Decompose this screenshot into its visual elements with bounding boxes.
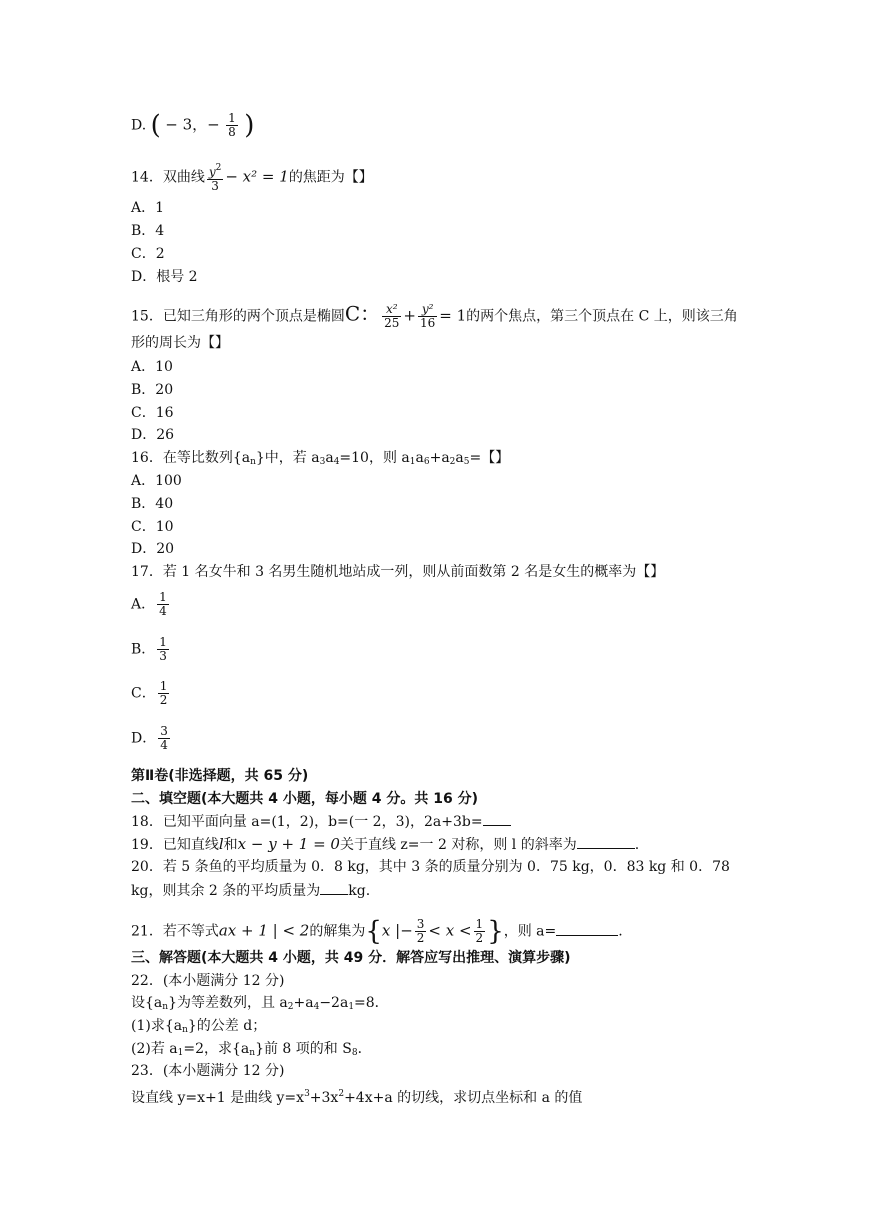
question-text: 和: [223, 837, 238, 853]
text: ．: [357, 1041, 372, 1057]
denominator: 2: [416, 931, 425, 945]
q16-option-c: C．10: [131, 519, 174, 535]
fraction: [382, 303, 401, 330]
q20-stem-line2: [131, 881, 370, 901]
subscript: 2: [449, 457, 456, 467]
question-text: 的两个焦点，第三个顶点在 C 上，则该三角: [466, 308, 738, 325]
q16-option-b: B．40: [131, 496, 174, 512]
q15-option-c: C．16: [131, 405, 174, 421]
math-text: − 3，−: [165, 115, 220, 134]
fraction: [418, 303, 437, 330]
math-text: < x <: [428, 921, 472, 940]
exponent: 3: [304, 1089, 310, 1099]
question-text: 16．在等比数列{a: [131, 450, 251, 466]
question-text: 的解集为: [309, 923, 366, 940]
q22-line1: [131, 993, 389, 1017]
option-label: A．: [131, 596, 156, 613]
numerator: 1: [159, 635, 167, 649]
numerator: 1: [159, 590, 167, 604]
text: }为等差数列，且 a: [168, 995, 288, 1011]
text: +3x: [309, 1090, 339, 1106]
question-text: }中，若 a: [255, 450, 320, 466]
q19-stem: [131, 834, 639, 855]
question-text: 21．若不等式: [131, 923, 219, 940]
brace-open: {: [365, 916, 382, 947]
denominator: 3: [159, 649, 167, 663]
text: }的公差 d；: [187, 1018, 267, 1034]
variable: y: [208, 165, 216, 179]
option-label: C．: [131, 685, 156, 702]
math-text: = 1: [439, 306, 467, 325]
text: −2a: [319, 995, 349, 1011]
exponent: 2: [215, 163, 222, 173]
q20-stem: 20．若 5 条鱼的平均质量为 0．8 kg，其中 3 条的质量分别为 0．75 kg，0．83 kg 和 0．78: [131, 859, 730, 875]
section2-title: 二、填空题(本大题共 4 小题，每小题 4 分。共 16 分): [131, 791, 479, 807]
denominator: 16: [420, 316, 436, 330]
subscript: 4: [313, 1002, 320, 1012]
paren-close: ): [244, 110, 255, 141]
question-text: 14．双曲线: [131, 169, 205, 186]
q16-stem: [131, 448, 509, 472]
q22-head: 22．(本小题满分 12 分): [131, 973, 285, 989]
option-label: D．: [131, 730, 157, 747]
question-text: ，则 a=: [503, 923, 557, 940]
subscript: 5: [463, 457, 470, 467]
question-text: 的焦距为【】: [288, 169, 373, 186]
q14-option-a: A．1: [131, 200, 165, 216]
q15-stem-line2: 形的周长为【】: [131, 335, 229, 351]
text: 设直线 y=x+1 是曲线 y=x: [131, 1090, 305, 1106]
q22-line2: [131, 1016, 266, 1040]
subscript: 2: [287, 1002, 294, 1012]
option-label: B．: [131, 641, 156, 658]
fraction: [207, 162, 224, 193]
numerator: y²: [421, 302, 434, 316]
question-text: .: [634, 837, 640, 853]
text: =8．: [354, 995, 389, 1011]
subscript: 1: [177, 1048, 184, 1058]
answer-blank[interactable]: [320, 882, 348, 895]
question-text: kg.: [348, 883, 371, 899]
subscript: n: [182, 1025, 188, 1035]
question-text: 19．已知直线: [131, 837, 219, 853]
option-label: D.: [131, 117, 147, 134]
numerator: 1: [228, 111, 236, 125]
numerator: 1: [159, 679, 168, 693]
question-text: 15．已知三角形的两个顶点是椭圆: [131, 308, 345, 325]
text: +4x+a 的切线，求切点坐标和 a 的值: [344, 1090, 583, 1106]
question-text: =10，则 a: [339, 450, 410, 466]
text: +a: [293, 995, 314, 1011]
q14-option-b: B．4: [131, 223, 165, 239]
q21-stem: [131, 918, 623, 945]
fraction: [226, 112, 238, 139]
q18-stem: [131, 812, 511, 832]
question-text: .: [618, 923, 623, 940]
denominator: 25: [384, 316, 400, 330]
math-text: x |−: [381, 921, 413, 940]
question-text: kg，则其余 2 条的平均质量为: [131, 883, 321, 899]
subscript: n: [250, 457, 256, 467]
numerator: x²: [385, 302, 398, 316]
question-text: =【】: [469, 450, 510, 466]
fraction: [157, 591, 169, 618]
subscript: 1: [348, 1002, 355, 1012]
fraction: [158, 680, 170, 707]
subscript: 1: [409, 457, 416, 467]
q14-option-d: D．根号 2: [131, 269, 198, 285]
subscript: 4: [333, 457, 340, 467]
text: }前 8 项的和 S: [255, 1041, 352, 1057]
answer-blank[interactable]: [483, 813, 511, 826]
question-text: +a: [429, 450, 450, 466]
fraction: [474, 918, 486, 945]
q23-line1: [131, 1084, 582, 1108]
subscript: 6: [423, 457, 430, 467]
answer-blank[interactable]: [577, 836, 635, 849]
math-text: ax + 1 | < 2: [218, 921, 310, 940]
question-text: a: [325, 450, 334, 466]
math-text: +: [403, 306, 416, 325]
math-text: − x² = 1: [225, 167, 289, 186]
q17-option-b: [131, 636, 171, 663]
fraction: [158, 725, 170, 752]
question-text: a: [455, 450, 464, 466]
q15-stem: [131, 303, 738, 330]
q14-stem: [131, 162, 373, 193]
brace-close: }: [487, 916, 504, 947]
text: =2，求{a: [183, 1041, 250, 1057]
fraction: [157, 636, 169, 663]
subscript: 3: [319, 457, 326, 467]
q14-option-c: C．2: [131, 246, 165, 262]
numerator: 3: [160, 724, 168, 738]
q17-stem: 17．若 1 名女牛和 3 名男生随机地站成一列，则从前面数第 2 名是女生的概率为【】: [131, 564, 665, 580]
q17-option-a: [131, 591, 171, 618]
fraction: [415, 918, 427, 945]
q16-option-d: D．20: [131, 541, 175, 557]
denominator: 4: [160, 738, 168, 752]
q23-head: 23．(本小题满分 12 分): [131, 1063, 285, 1079]
text: (1)求{a: [131, 1018, 183, 1034]
q13-option-d: [131, 112, 254, 139]
q15-option-a: A．10: [131, 359, 173, 375]
q22-line3: [131, 1039, 372, 1063]
text: 设{a: [131, 995, 163, 1011]
denominator: 2: [475, 931, 484, 945]
denominator: 4: [159, 604, 167, 618]
q17-option-d: [131, 725, 172, 752]
q16-option-a: A．100: [131, 473, 182, 489]
numerator: 3: [416, 917, 425, 931]
q15-option-d: D．26: [131, 427, 175, 443]
math-text: C：: [344, 301, 381, 326]
exponent: 2: [338, 1089, 345, 1099]
question-text: 关于直线 z=一 2 对称，则 l 的斜率为: [339, 837, 577, 853]
denominator: 8: [228, 125, 236, 139]
numerator: 1: [475, 917, 484, 931]
subscript: 8: [351, 1048, 358, 1058]
part2-title: 第Ⅱ卷(非选择题，共 65 分): [131, 768, 309, 784]
answer-blank[interactable]: [556, 923, 618, 936]
subscript: n: [249, 1048, 256, 1058]
question-text: 18．已知平面向量 a=(1，2)，b=(一 2，3)，2a+3b=: [131, 814, 483, 830]
section3-title: 三、解答题(本大题共 4 小题，共 49 分．解答应写出推理、演算步骤): [131, 950, 571, 966]
q15-option-b: B．20: [131, 382, 174, 398]
text: (2)若 a: [131, 1041, 178, 1057]
denominator: 2: [159, 693, 168, 707]
question-text: a: [415, 450, 424, 466]
math-text: x − y + 1 = 0: [237, 835, 340, 853]
q17-option-c: [131, 680, 171, 707]
variable: l: [218, 835, 224, 853]
subscript: n: [162, 1002, 169, 1012]
paren-open: (: [150, 110, 161, 141]
denominator: 3: [211, 179, 219, 193]
